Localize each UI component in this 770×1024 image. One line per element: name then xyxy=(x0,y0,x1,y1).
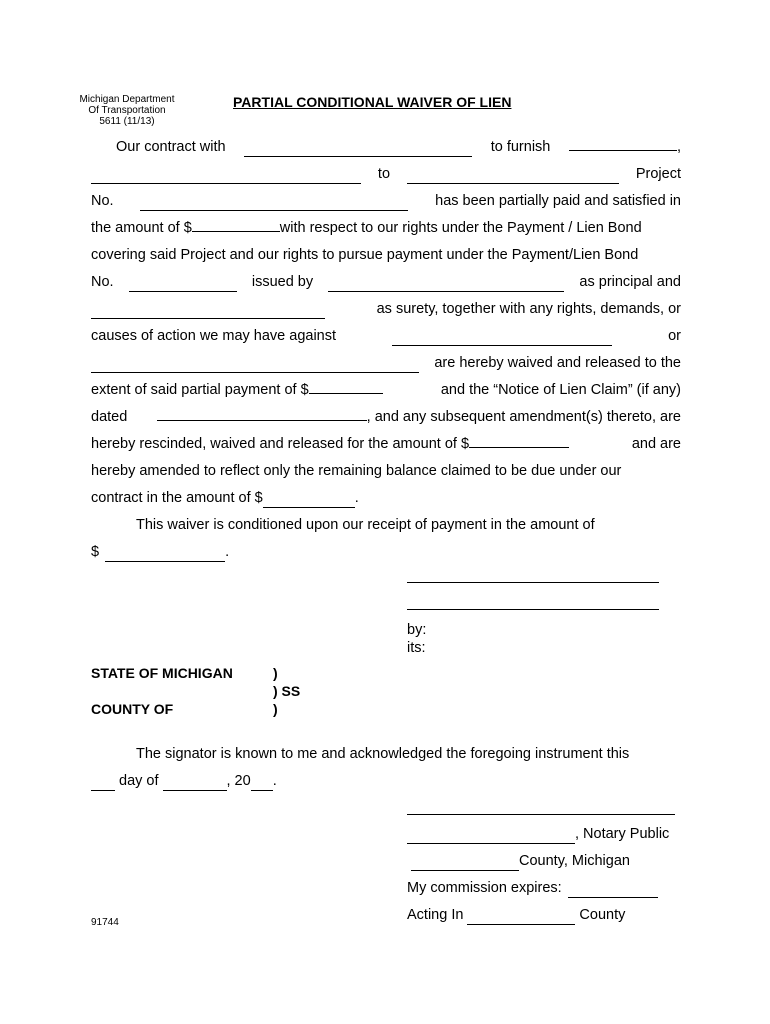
text: Our contract with xyxy=(116,139,226,155)
text: , and any subsequent amendment(s) thereto, are xyxy=(366,409,681,425)
text: dated xyxy=(91,409,128,425)
furnish-field[interactable] xyxy=(569,136,677,151)
paren-1: ) xyxy=(273,665,278,681)
text: . xyxy=(354,490,359,506)
notary-signature-line[interactable] xyxy=(407,813,675,815)
line-surety xyxy=(91,299,681,319)
line-waived xyxy=(91,353,681,373)
line-contract-amount xyxy=(91,488,681,508)
text: the amount of $ xyxy=(91,220,192,236)
line-payment-amount xyxy=(91,542,681,562)
line-conditioned xyxy=(136,515,681,535)
commission-expires-field[interactable] xyxy=(568,883,658,898)
text: extent of said partial payment of $ xyxy=(91,382,309,398)
recipient-field[interactable] xyxy=(407,169,619,184)
text: and are xyxy=(631,436,681,452)
department-name xyxy=(72,94,182,127)
acting-county-field[interactable] xyxy=(467,910,575,925)
line-rescinded xyxy=(91,434,681,454)
county-label: COUNTY OF xyxy=(91,701,174,717)
partial-payment-field[interactable] xyxy=(309,379,383,394)
principal-field[interactable] xyxy=(328,277,564,292)
line-contract-with xyxy=(91,137,681,157)
text: as surety, together with any rights, demands, or xyxy=(376,301,681,317)
line-covering xyxy=(91,245,681,265)
day-field[interactable] xyxy=(91,776,115,791)
county-michigan-line xyxy=(411,851,630,871)
text: has been partially paid and satisfied in xyxy=(435,193,681,209)
notary-name-field[interactable] xyxy=(407,829,575,844)
notary-public-line xyxy=(407,824,669,844)
materials-field[interactable] xyxy=(91,169,361,184)
state-label: STATE OF MICHIGAN xyxy=(91,665,233,681)
footer-code: 91744 xyxy=(91,917,119,928)
text: $ xyxy=(91,544,100,560)
department-line-2: Of Transportation xyxy=(88,105,166,116)
against-field-2[interactable] xyxy=(91,358,419,373)
dated-field[interactable] xyxy=(157,406,367,421)
against-field-1[interactable] xyxy=(392,331,612,346)
month-field[interactable] xyxy=(163,776,227,791)
line-to-project xyxy=(91,164,681,184)
text: or xyxy=(668,328,681,344)
contract-amount-field[interactable] xyxy=(263,493,355,508)
document-title: PARTIAL CONDITIONAL WAIVER OF LIEN xyxy=(233,94,512,110)
text: hereby rescinded, waived and released for the amount of $ xyxy=(91,436,470,452)
text: Acting In xyxy=(407,907,464,923)
bond-number-field[interactable] xyxy=(129,277,237,292)
payment-amount-field[interactable] xyxy=(105,547,225,562)
ss-label: ) SS xyxy=(273,683,301,699)
year-field[interactable] xyxy=(251,776,273,791)
text: issued by xyxy=(251,274,314,290)
line-amount xyxy=(91,218,681,238)
text: hereby amended to reflect only the remaining balance claimed to be due under our xyxy=(91,463,622,479)
text: covering said Project and our rights to pursue payment under the Payment/Lien Bond xyxy=(91,247,639,263)
text: contract in the amount of $ xyxy=(91,490,263,506)
line-dated xyxy=(91,407,681,427)
text: and the “Notice of Lien Claim” (if any) xyxy=(440,382,681,398)
paren-2: ) xyxy=(273,701,278,717)
department-line-1: Michigan Department xyxy=(79,94,175,105)
text: , Notary Public xyxy=(575,826,670,842)
form-number: 5611 (11/13) xyxy=(99,116,155,127)
text: are hereby waived and released to the xyxy=(434,355,681,371)
line-amended xyxy=(91,461,681,481)
text: as principal and xyxy=(579,274,681,290)
surety-field[interactable] xyxy=(91,304,325,319)
text: to xyxy=(377,166,391,182)
text: with respect to our rights under the Payment / Lien Bond xyxy=(279,220,642,236)
text: This waiver is conditioned upon our receipt of payment in the amount of xyxy=(136,517,595,533)
line-bond-no xyxy=(91,272,681,292)
company-signature-line[interactable] xyxy=(407,581,659,583)
text: Project xyxy=(635,166,681,182)
text: My commission expires: xyxy=(407,880,562,896)
text: County xyxy=(579,907,626,923)
its-label: its: xyxy=(407,640,426,656)
text: The signator is known to me and acknowledged the foregoing instrument this xyxy=(136,746,630,762)
amount-paid-field[interactable] xyxy=(192,217,280,232)
text: day of xyxy=(119,773,159,789)
line-partial-payment xyxy=(91,380,681,400)
line-against xyxy=(91,326,681,346)
signer-signature-line[interactable] xyxy=(407,608,659,610)
commission-line xyxy=(407,878,658,898)
line-project-no xyxy=(91,191,681,211)
text: No. xyxy=(91,193,114,209)
text: . xyxy=(225,544,230,560)
project-number-field[interactable] xyxy=(140,196,408,211)
text: , 20 xyxy=(226,773,251,789)
text: to furnish xyxy=(490,139,551,155)
by-label: by: xyxy=(407,622,427,638)
rescinded-amount-field[interactable] xyxy=(469,433,569,448)
contractor-field[interactable] xyxy=(244,142,472,157)
text: No. xyxy=(91,274,114,290)
text: . xyxy=(272,773,277,789)
line-acknowledged xyxy=(136,744,681,764)
acting-in-line xyxy=(407,905,625,925)
text: , xyxy=(676,139,681,155)
line-day-of xyxy=(91,771,681,791)
text: causes of action we may have against xyxy=(91,328,337,344)
text: County, Michigan xyxy=(519,853,630,869)
notary-county-field[interactable] xyxy=(411,856,519,871)
